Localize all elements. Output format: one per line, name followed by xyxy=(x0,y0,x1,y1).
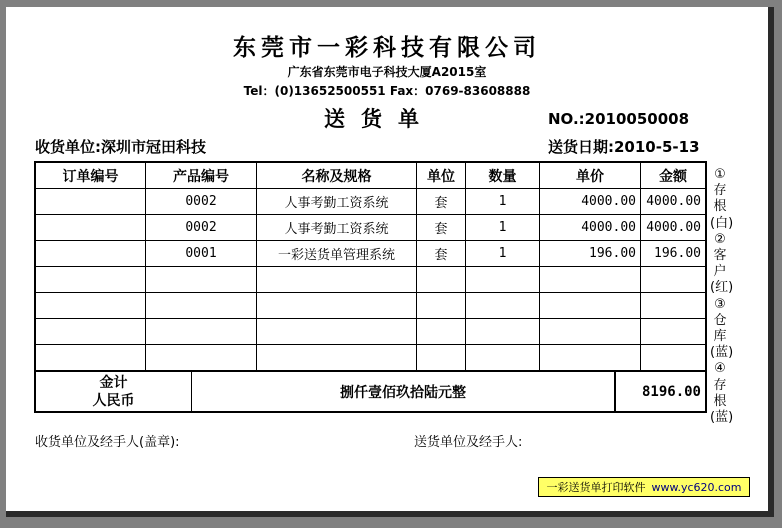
copy-note-char: 库 xyxy=(713,329,727,345)
copy-note-char: 根 xyxy=(713,199,727,215)
copy-note-char: (蓝) xyxy=(710,410,734,426)
document-number: NO.:2010050008 xyxy=(548,110,690,128)
delivery-date: 送货日期:2010-5-13 xyxy=(548,138,700,156)
copy-note-char: 存 xyxy=(713,377,727,393)
brand-url: www.yc620.com xyxy=(651,480,742,494)
total-label xyxy=(36,372,192,411)
table-cell xyxy=(466,293,540,318)
table-cell: 4000.00 xyxy=(646,194,701,209)
table-cell xyxy=(540,345,641,370)
table-cell xyxy=(641,293,705,318)
table-cell xyxy=(146,293,257,318)
table-cell xyxy=(417,267,466,292)
table-cell: 1 xyxy=(466,215,540,240)
table-cell xyxy=(466,319,540,344)
sender-signature-label: 送货单位及经手人: xyxy=(414,435,523,450)
table-cell xyxy=(257,267,417,292)
column-header: 金额 xyxy=(659,168,687,185)
table-cell xyxy=(540,267,641,292)
copy-note-char: (红) xyxy=(710,280,734,296)
table-row xyxy=(36,267,705,293)
table-cell xyxy=(36,293,146,318)
copy-note-char: ② xyxy=(714,231,726,247)
total-label-line2: 人民币 xyxy=(92,392,135,409)
total-label-line1: 金计 xyxy=(99,374,128,391)
table-cell xyxy=(641,267,705,292)
table-row xyxy=(36,345,705,371)
copy-note-char: 户 xyxy=(713,264,727,280)
table-cell xyxy=(417,319,466,344)
total-in-words: 捌仟壹佰玖拾陆元整 xyxy=(192,372,615,411)
table-cell: 1 xyxy=(466,241,540,266)
column-header: 单位 xyxy=(417,163,466,188)
table-row xyxy=(36,215,705,241)
table-cell: 0002 xyxy=(146,215,257,240)
company-address: 广东省东莞市电子科技大厦A2015室 xyxy=(287,65,487,79)
table-row xyxy=(36,293,705,319)
column-header: 产品编号 xyxy=(146,163,257,188)
software-brand-banner xyxy=(538,477,750,497)
table-header xyxy=(36,163,705,189)
copy-note-char: (蓝) xyxy=(710,345,734,361)
table-cell xyxy=(36,345,146,370)
table-cell xyxy=(257,293,417,318)
table-cell xyxy=(257,345,417,370)
table-cell: 一彩送货单管理系统 xyxy=(257,241,417,266)
table-cell xyxy=(146,319,257,344)
company-name: 东莞市一彩科技有限公司 xyxy=(233,35,541,61)
table-cell xyxy=(36,189,146,214)
table-row xyxy=(36,189,705,215)
copy-distribution-notes xyxy=(710,167,734,426)
table-cell: 4000.00 xyxy=(540,189,641,214)
receiver-signature-label: 收货单位及经手人(盖章): xyxy=(35,435,180,450)
delivery-note-sheet xyxy=(6,7,774,517)
table-cell: 4000.00 xyxy=(646,220,701,235)
copy-note-char: ④ xyxy=(714,361,726,377)
table-cell: 0002 xyxy=(146,189,257,214)
table-cell: 4000.00 xyxy=(540,215,641,240)
document-title: 送货单 xyxy=(324,107,435,131)
copy-note-char: 根 xyxy=(713,393,727,409)
copy-note-char: 存 xyxy=(713,183,727,199)
copy-note-char: (白) xyxy=(710,215,734,231)
receiver-unit: 收货单位:深圳市冠田科技 xyxy=(35,138,206,156)
column-header: 名称及规格 xyxy=(257,163,417,188)
table-cell xyxy=(146,267,257,292)
table-cell xyxy=(36,267,146,292)
table-cell: 0001 xyxy=(146,241,257,266)
table-cell xyxy=(466,345,540,370)
copy-note-char: 客 xyxy=(713,248,727,264)
table-cell xyxy=(641,319,705,344)
table-cell: 196.00 xyxy=(540,241,641,266)
column-header: 订单编号 xyxy=(36,163,146,188)
table-cell: 人事考勤工资系统 xyxy=(257,215,417,240)
table-cell xyxy=(540,319,641,344)
column-header: 单价 xyxy=(540,163,641,188)
table-cell xyxy=(641,345,705,370)
table-cell: 196.00 xyxy=(654,246,701,261)
table-cell xyxy=(540,293,641,318)
table-row xyxy=(36,241,705,267)
column-header: 数量 xyxy=(466,163,540,188)
brand-name: 一彩送货单打印软件 xyxy=(546,481,646,494)
items-table xyxy=(34,161,707,413)
total-amount: 8196.00 xyxy=(615,372,705,411)
copy-note-char: ① xyxy=(714,167,726,182)
company-phone: Tel：(0)13652500551 Fax：0769-83608888 xyxy=(243,84,531,98)
table-cell xyxy=(36,215,146,240)
copy-note-char: 仓 xyxy=(713,312,727,328)
table-cell xyxy=(146,345,257,370)
table-cell xyxy=(417,293,466,318)
table-cell: 套 xyxy=(417,215,466,240)
table-cell: 人事考勤工资系统 xyxy=(257,189,417,214)
table-cell xyxy=(466,267,540,292)
total-row xyxy=(36,370,705,411)
copy-note-char: ③ xyxy=(714,296,726,312)
table-cell xyxy=(36,241,146,266)
table-row xyxy=(36,319,705,345)
table-cell xyxy=(417,345,466,370)
table-cell xyxy=(257,319,417,344)
table-cell: 套 xyxy=(417,189,466,214)
table-cell: 1 xyxy=(466,189,540,214)
table-cell xyxy=(36,319,146,344)
table-cell: 套 xyxy=(417,241,466,266)
